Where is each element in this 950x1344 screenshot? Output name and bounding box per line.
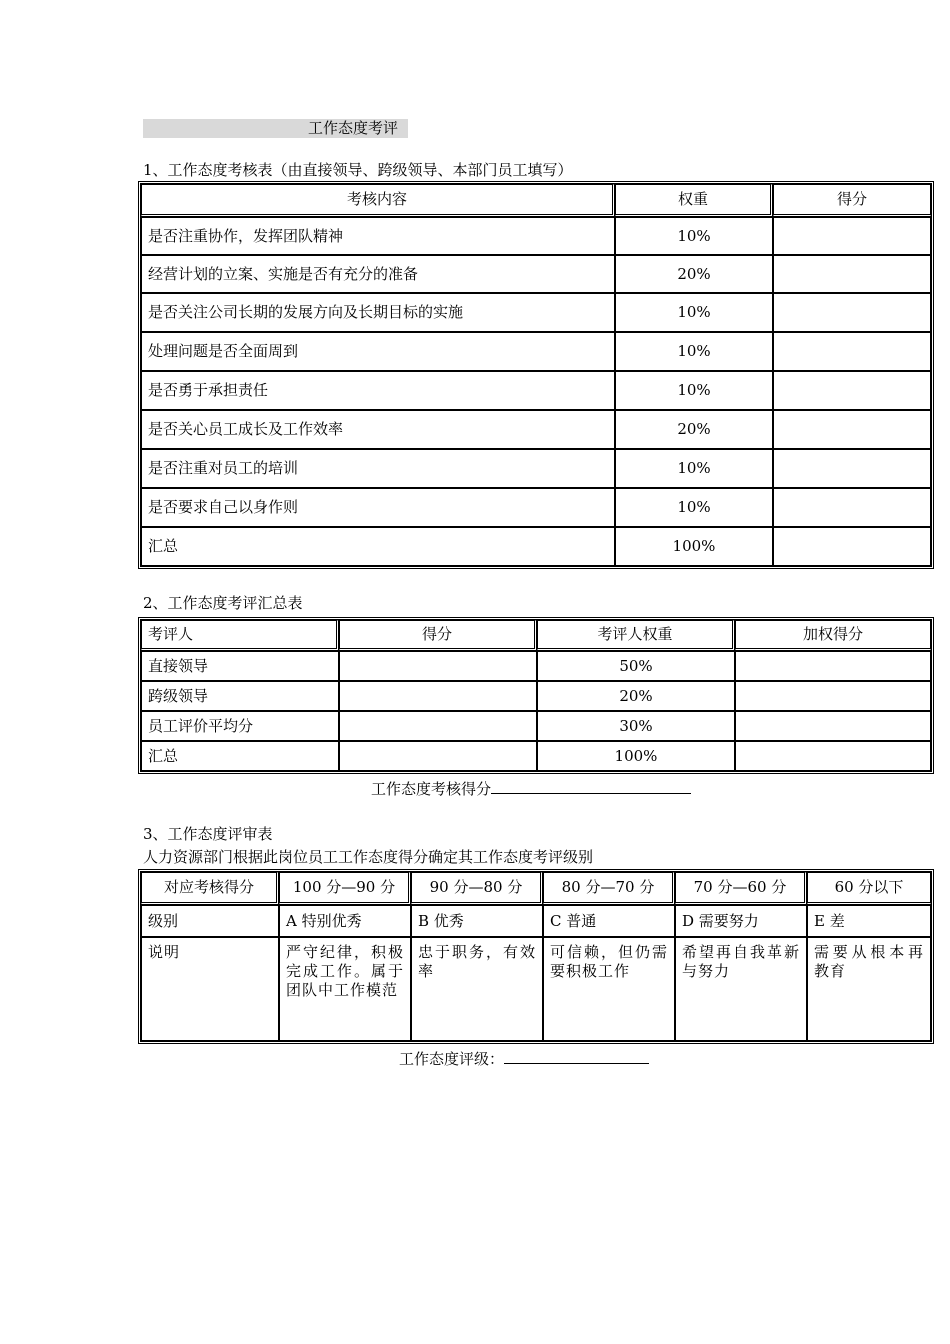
level-cell: D 需要努力 (675, 905, 807, 937)
score-cell[interactable] (339, 651, 537, 681)
item-cell: 处理问题是否全面周到 (141, 332, 615, 371)
rater-cell: 员工评价平均分 (141, 711, 339, 741)
range-cell: 90 分—80 分 (411, 872, 543, 905)
table-row (141, 217, 931, 255)
level-cell: B 优秀 (411, 905, 543, 937)
weight-cell: 20% (537, 681, 735, 711)
score-cell[interactable] (773, 255, 931, 293)
section2-caption: 2、工作态度考评汇总表 (143, 594, 303, 612)
score-cell[interactable] (773, 449, 931, 488)
page-title: 工作态度考评 (308, 119, 399, 137)
header-rater: 考评人 (141, 620, 339, 651)
attitude-grade-line (399, 1048, 649, 1069)
table-row (141, 293, 931, 332)
item-cell: 是否勇于承担责任 (141, 371, 615, 410)
score-cell[interactable] (773, 527, 931, 566)
weight-cell: 10% (615, 488, 773, 527)
score-cell[interactable] (773, 217, 931, 255)
header-score: 得分 (339, 620, 537, 651)
weighted-cell[interactable] (735, 651, 931, 681)
rater-cell: 直接领导 (141, 651, 339, 681)
description-cell: 忠于职务，有效率 (411, 937, 543, 1041)
item-cell: 经营计划的立案、实施是否有充分的准备 (141, 255, 615, 293)
weight-cell: 10% (615, 293, 773, 332)
range-cell: 60 分以下 (807, 872, 931, 905)
table-row-description (141, 937, 931, 1041)
header-weight: 权重 (615, 184, 773, 217)
attitude-grade-label: 工作态度评级： (399, 1050, 505, 1068)
section3-subcaption: 人力资源部门根据此岗位员工工作态度得分确定其工作态度考评级别 (143, 848, 594, 866)
weight-cell: 20% (615, 255, 773, 293)
weighted-cell[interactable] (735, 741, 931, 771)
weight-cell: 10% (615, 449, 773, 488)
table-header-row (141, 872, 931, 905)
range-cell: 100 分—90 分 (279, 872, 411, 905)
table-row (141, 371, 931, 410)
table-row (141, 332, 931, 371)
table-header-row (141, 184, 931, 217)
table-row-level (141, 905, 931, 937)
attitude-assessment-table (138, 181, 934, 569)
score-cell[interactable] (773, 371, 931, 410)
range-cell: 80 分—70 分 (543, 872, 675, 905)
description-cell: 希望再自我革新与努力 (675, 937, 807, 1041)
weight-cell: 100% (537, 741, 735, 771)
rater-cell: 汇总 (141, 741, 339, 771)
item-cell: 是否要求自己以身作则 (141, 488, 615, 527)
score-cell[interactable] (773, 488, 931, 527)
description-cell: 需要从根本再教育 (807, 937, 931, 1041)
section3-caption: 3、工作态度评审表 (143, 825, 273, 843)
weight-cell: 100% (615, 527, 773, 566)
attitude-summary-table (138, 617, 934, 774)
weight-cell: 30% (537, 711, 735, 741)
header-score-range: 对应考核得分 (141, 872, 279, 905)
description-label: 说明 (141, 937, 279, 1041)
attitude-score-blank[interactable] (491, 778, 691, 794)
score-cell[interactable] (339, 741, 537, 771)
table-row (141, 681, 931, 711)
description-cell: 可信赖，但仍需要积极工作 (543, 937, 675, 1041)
table-row (141, 449, 931, 488)
rater-cell: 跨级领导 (141, 681, 339, 711)
table-row-total (141, 741, 931, 771)
item-cell: 是否注重协作，发挥团队精神 (141, 217, 615, 255)
table-row (141, 255, 931, 293)
weight-cell: 20% (615, 410, 773, 449)
table-header-row (141, 620, 931, 651)
table-row-total (141, 527, 931, 566)
level-cell: C 普通 (543, 905, 675, 937)
attitude-review-table (138, 869, 934, 1044)
score-cell[interactable] (773, 332, 931, 371)
section1-caption: 1、工作态度考核表（由直接领导、跨级领导、本部门员工填写） (143, 161, 573, 179)
score-cell[interactable] (773, 293, 931, 332)
attitude-grade-blank[interactable] (504, 1048, 649, 1064)
description-cell: 严守纪律，积极完成工作。属于团队中工作模范 (279, 937, 411, 1041)
weighted-cell[interactable] (735, 681, 931, 711)
table-row (141, 651, 931, 681)
header-content: 考核内容 (141, 184, 615, 217)
item-cell: 是否注重对员工的培训 (141, 449, 615, 488)
range-cell: 70 分—60 分 (675, 872, 807, 905)
weighted-cell[interactable] (735, 711, 931, 741)
header-rater-weight: 考评人权重 (537, 620, 735, 651)
level-label: 级别 (141, 905, 279, 937)
score-cell[interactable] (339, 711, 537, 741)
item-cell: 是否关注公司长期的发展方向及长期目标的实施 (141, 293, 615, 332)
header-weighted-score: 加权得分 (735, 620, 931, 651)
level-cell: E 差 (807, 905, 931, 937)
header-score: 得分 (773, 184, 931, 217)
item-cell: 汇总 (141, 527, 615, 566)
attitude-score-line (371, 778, 691, 799)
attitude-score-label: 工作态度考核得分 (371, 780, 492, 798)
weight-cell: 10% (615, 217, 773, 255)
score-cell[interactable] (773, 410, 931, 449)
table-row (141, 711, 931, 741)
weight-cell: 50% (537, 651, 735, 681)
weight-cell: 10% (615, 371, 773, 410)
table-row (141, 488, 931, 527)
score-cell[interactable] (339, 681, 537, 711)
weight-cell: 10% (615, 332, 773, 371)
table-row (141, 410, 931, 449)
level-cell: A 特别优秀 (279, 905, 411, 937)
item-cell: 是否关心员工成长及工作效率 (141, 410, 615, 449)
